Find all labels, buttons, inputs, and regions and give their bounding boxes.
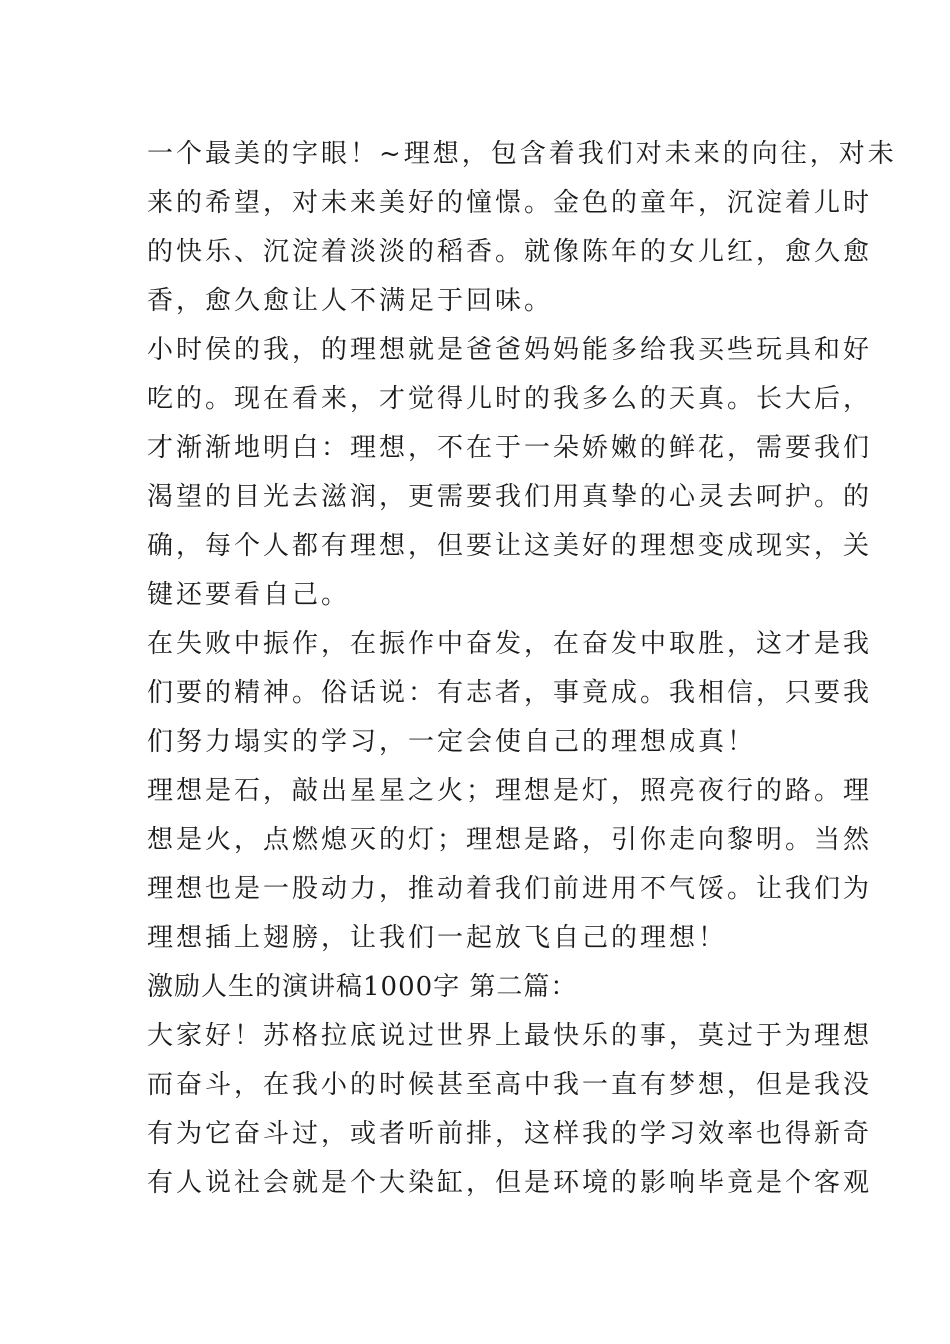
paragraph-3 [147, 620, 873, 767]
text-line: 而奋斗，在我小的时候甚至高中我一直有梦想，但是我没 [147, 1070, 873, 1100]
text-line: 在失败中振作，在振作中奋发，在奋发中取胜，这才是我 [147, 629, 873, 659]
text-line: 键还要看自己。 [147, 580, 351, 610]
heading-text: 激励人生的演讲稿1000字 第二篇： [147, 972, 578, 1002]
text-line: 们努力塌实的学习，一定会使自己的理想成真！ [147, 727, 757, 757]
text-line: 理想是石，敲出星星之火；理想是灯，照亮夜行的路。理 [147, 776, 873, 806]
text-line: 渴望的目光去滋润，更需要我们用真挚的心灵去呵护。的 [147, 482, 873, 512]
section-heading [147, 963, 807, 1012]
text-line: 的快乐、沉淀着淡淡的稻香。就像陈年的女儿红，愈久愈 [147, 237, 873, 267]
text-line: 有人说社会就是个大染缸，但是环境的影响毕竟是个客观 [147, 1168, 873, 1198]
paragraph-5 [147, 1012, 873, 1208]
text-line: 有为它奋斗过，或者听前排，这样我的学习效率也得新奇 [147, 1119, 873, 1149]
text-line: 大家好！苏格拉底说过世界上最快乐的事，莫过于为理想 [147, 1021, 873, 1051]
text-line: 想是火，点燃熄灭的灯；理想是路，引你走向黎明。当然 [147, 825, 873, 855]
text-line: 小时侯的我，的理想就是爸爸妈妈能多给我买些玩具和好 [147, 335, 873, 365]
document-body [147, 130, 897, 1208]
text-line: 吃的。现在看来，才觉得儿时的我多么的天真。长大后， [147, 384, 873, 414]
text-line: 理想也是一股动力，推动着我们前进用不气馁。让我们为 [147, 874, 873, 904]
text-line: 理想插上翅膀，让我们一起放飞自己的理想！ [147, 923, 728, 953]
paragraph-1 [147, 130, 897, 326]
paragraph-2 [147, 326, 873, 620]
text-line: 才渐渐地明白：理想，不在于一朵娇嫩的鲜花，需要我们 [147, 433, 873, 463]
paragraph-4 [147, 767, 873, 963]
text-line: 们要的精神。俗话说：有志者，事竟成。我相信，只要我 [147, 678, 873, 708]
text-line: 确，每个人都有理想，但要让这美好的理想变成现实，关 [147, 531, 873, 561]
text-line: 一个最美的字眼！~理想，包含着我们对未来的向往，对未 [147, 139, 897, 169]
text-line: 香，愈久愈让人不满足于回味。 [147, 286, 554, 316]
text-line: 来的希望，对未来美好的憧憬。金色的童年，沉淀着儿时 [147, 188, 873, 218]
